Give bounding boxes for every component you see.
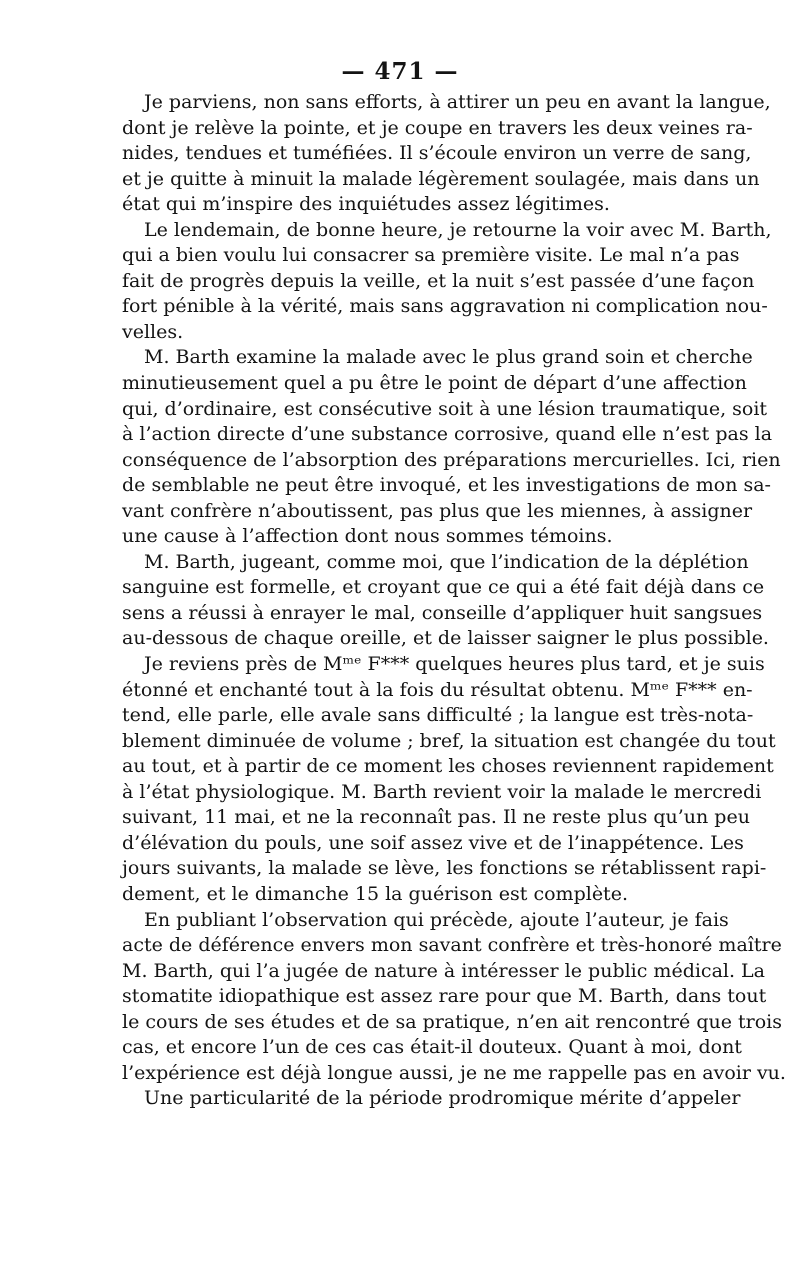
- paragraph: [122, 550, 769, 652]
- text-line: M. Barth, jugeant, comme moi, que l’indication de la déplétion: [144, 550, 749, 573]
- text-line: une cause à l’affection dont nous sommes témoins.: [122, 525, 613, 548]
- text-line: blement diminuée de volume ; bref, la situation est changée du tout: [122, 729, 776, 752]
- text-line: M. Barth examine la malade avec le plus grand soin et cherche: [144, 346, 753, 369]
- text-line: le cours de ses études et de sa pratique, n’en ait rencontré que trois: [122, 1010, 783, 1033]
- text-line: qui a bien voulu lui consacrer sa première visite. Le mal n’a pas: [122, 244, 740, 267]
- text-line: minutieusement quel a pu être le point de départ d’une affection: [122, 372, 747, 395]
- text-line: fait de progrès depuis la veille, et la nuit s’est passée d’une façon: [122, 269, 755, 292]
- text-line: stomatite idiopathique est assez rare pour que M. Barth, dans tout: [122, 985, 767, 1008]
- text-line: l’expérience est déjà longue aussi, je ne me rappelle pas en avoir vu.: [122, 1061, 786, 1084]
- paragraph: [122, 1086, 741, 1112]
- text-line: dement, et le dimanche 15 la guérison est complète.: [122, 882, 628, 905]
- text-line: En publiant l’observation qui précède, ajoute l’auteur, je fais: [144, 908, 729, 931]
- text-line: de semblable ne peut être invoqué, et les investigations de mon sa-: [122, 474, 771, 497]
- text-line: nides, tendues et tuméfiées. Il s’écoule environ un verre de sang,: [122, 142, 752, 165]
- paragraph: [122, 652, 776, 907]
- text-line: dont je relève la pointe, et je coupe en travers les deux veines ra-: [122, 116, 753, 139]
- paragraph: [122, 218, 772, 346]
- text-line: et je quitte à minuit la malade légèrement soulagée, mais dans un: [122, 167, 760, 190]
- text-line: Je reviens près de Mᵐᵉ F*** quelques heures plus tard, et je suis: [144, 653, 765, 676]
- text-line: conséquence de l’absorption des préparations mercurielles. Ici, rien: [122, 448, 781, 471]
- text-line: suivant, 11 mai, et ne la reconnaît pas. Il ne reste plus qu’un peu: [122, 806, 750, 829]
- text-line: M. Barth, qui l’a jugée de nature à intéresser le public médical. La: [122, 959, 766, 982]
- text-line: Une particularité de la période prodromique mérite d’appeler: [144, 1087, 741, 1110]
- text-line: acte de déférence envers mon savant confrère et très-honoré maître: [122, 934, 782, 957]
- text-line: cas, et encore l’un de ces cas était-il douteux. Quant à moi, dont: [122, 1036, 742, 1059]
- text-line: état qui m’inspire des inquiétudes assez légitimes.: [122, 193, 610, 216]
- text-line: Je parviens, non sans efforts, à attirer un peu en avant la langue,: [144, 91, 771, 113]
- paragraph: [122, 90, 771, 218]
- text-line: sanguine est formelle, et croyant que ce qui a été fait déjà dans ce: [122, 576, 765, 599]
- text-line: qui, d’ordinaire, est consécutive soit à une lésion traumatique, soit: [122, 397, 768, 420]
- paragraph: [122, 345, 781, 549]
- page-number: — 471 —: [341, 58, 459, 85]
- text-line: Le lendemain, de bonne heure, je retourne la voir avec M. Barth,: [144, 218, 772, 241]
- body-text: [122, 90, 786, 1112]
- text-line: tend, elle parle, elle avale sans difficulté ; la langue est très-nota-: [122, 704, 754, 727]
- text-line: vant confrère n’aboutissent, pas plus que les miennes, à assigner: [122, 499, 753, 522]
- text-line: au-dessous de chaque oreille, et de laisser saigner le plus possible.: [122, 627, 769, 650]
- text-line: à l’action directe d’une substance corrosive, quand elle n’est pas la: [122, 423, 773, 446]
- text-line: jours suivants, la malade se lève, les fonctions se rétablissent rapi-: [122, 857, 767, 880]
- text-line: velles.: [122, 320, 184, 343]
- paragraph: [122, 908, 786, 1087]
- text-line: à l’état physiologique. M. Barth revient voir la malade le mercredi: [122, 780, 762, 803]
- text-line: au tout, et à partir de ce moment les choses reviennent rapidement: [122, 755, 774, 778]
- text-line: étonné et enchanté tout à la fois du résultat obtenu. Mᵐᵉ F*** en-: [122, 678, 753, 701]
- text-line: fort pénible à la vérité, mais sans aggravation ni complication nou-: [122, 295, 768, 318]
- text-line: d’élévation du pouls, une soif assez vive et de l’inappétence. Les: [122, 831, 744, 854]
- text-line: sens a réussi à enrayer le mal, conseille d’appliquer huit sangsues: [122, 601, 763, 624]
